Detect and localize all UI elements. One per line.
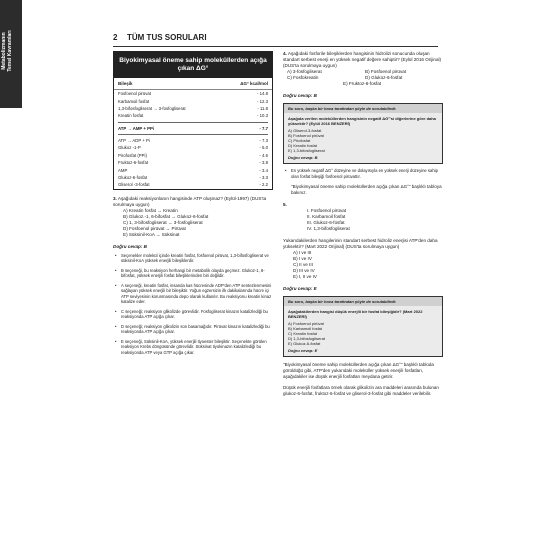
chapter-side-tab xyxy=(0,0,22,108)
chapter-side-label: Metabolizmanın Temel Kavramları xyxy=(1,30,13,72)
question-4: 4. Aşağıdaki fosforile bileşiklerden hangisinin hidrolizi sonucunda oluşan standart serbest enerji en yüksek negatif değere sahiptir? (Eylül 2016 Orijinal) (DUS'ta sorulmaya uygun) xyxy=(283,51,442,68)
energy-table-row: Glukoz -1-P - 5.0 xyxy=(118,145,268,151)
energy-table-row: Gliserol -3-fosfat - 2.2 xyxy=(118,182,268,188)
roman-item: III. Glukoz-6-fosfat xyxy=(307,220,345,225)
question-3-options xyxy=(113,208,273,238)
page-title: TÜM TUS SORULARI xyxy=(127,33,207,42)
divider xyxy=(118,122,268,123)
question-3-answer: Doğru cevap: B xyxy=(113,243,147,249)
answer-option: A) I ve III xyxy=(293,250,312,255)
question-5-text: Yukarıdakilerden hangilerinin standart serbest hidroliz enerjisi ATP'den daha yüksektir? (Mart 2022 Orijinal) (DUS'ta sorulmaya uygun) xyxy=(283,238,438,249)
inset-option: B) Fosfoenol pirüvat xyxy=(288,133,324,138)
energy-table-row: Pirofosfat (PPi) - 4.6 xyxy=(118,152,268,158)
right-column xyxy=(283,51,443,397)
question-3: 3. Aşağıdaki reaksiyonlanın hangisinde ATP oluşmaz? (Eylül-1997) (DUS'ta sorulmaya uygun) xyxy=(113,195,267,207)
energy-table-title: Biyokimyasal öneme sahip moleküllerden açığa çıkan ΔG° xyxy=(114,52,272,78)
page-header xyxy=(113,32,438,47)
left-column xyxy=(113,51,273,355)
energy-table xyxy=(113,51,273,190)
energy-table-row: AMP - 3.4 xyxy=(118,167,268,173)
table-reference-note: "Biyokimyasal öneme sahip moleküllerden açığa çıkan ΔG°" başlıklı tabloya bakınız. xyxy=(291,184,442,195)
energy-table-row: ATP → ADP + Pi - 7.3 xyxy=(118,138,268,144)
question-5-answer: Doğru cevap: E xyxy=(283,286,317,291)
inset-option: C) Pirofosfat xyxy=(288,138,311,143)
energy-table-rows-high xyxy=(114,90,272,120)
energy-table-row: Kreatin fosfat - 10.3 xyxy=(118,113,268,119)
answer-option: B) Glukoz.-1, 6-bifosfat → Glukoz-6-fosfat xyxy=(123,213,209,219)
energy-table-row: Fosfoenol pirüvat - 14.8 xyxy=(118,91,268,97)
question-4-option-row: C) Fosfokreatin D) Glukoz-6-fosfat xyxy=(287,75,403,80)
answer-option: B) I ve IV xyxy=(293,256,312,261)
page-number: 2 xyxy=(113,33,118,42)
energy-table-row: Fruktoz-6-fosfat - 3.8 xyxy=(118,160,268,166)
question-3-explanation xyxy=(113,253,273,356)
answer-option: C) II ve III xyxy=(293,262,313,267)
question-4-text: Aşağıdaki fosforile bileşiklerden hangisinin hidrolizi sonucunda oluşan standart serbest enerji en yüksek negatif değere sahiptir? (Eylül 2016 Orijinal) (DUS'ta sorulmaya uygun) xyxy=(283,51,442,68)
inset-option: A) Gliserol-3-fosfat xyxy=(288,128,322,133)
inset-option: B) Karbamoil fosfat xyxy=(288,326,323,331)
energy-table-row: 1,3-bifosfogliserat → 3-fosfogliserat - 11.8 xyxy=(118,105,268,111)
explanation-bullet: • B seçeneği, bu reaksiyon herhangi bir metabolik olayda geçmez. Glukoz-1, 6-bifosfat, yüksek enerjili fosfat bileşiklerinden biri değildir. xyxy=(113,268,273,279)
question-4-explanation: • En yüksek negatif ΔG° düzeyine ve dolayısıyla en yüksek enerji düzeyine sahip olan fosfat bileşiği fosfoenol pirüvattır. xyxy=(283,168,443,179)
answer-option: E) Süksinil-KoA → Süksinat xyxy=(123,231,180,237)
explanation-bullet: • A seçeneği, kreatin fosfat, insanda kas hücresinde ADP'den ATP sentezlenmesini sağlayan yüksek enerjili bir bileşiktir. Yoğun egzersizin ilk dakikalarında hücre içi ATP seviyesinin korunmasında depo olarak kullanılır. Bu reaksiyonu kreatin kinaz katalize eder. xyxy=(113,283,273,305)
roman-item: II. Karbamoil fosfat xyxy=(307,214,346,219)
alt-question-box: Bu soru, başka bir hoca tarafından şöyle de sorulabilirdi: Aşağıdakilerden hangisi düşük enerjili bir fosfat bileşiğidir? (Mart 2022 BENZERİ) A) Fosfoenol pirüvat B) Karbamoil fosfat C) Kreatin fosfat D) 1,3-bifosfogliserat E) Glukoz-6-fosfat Doğru cevap: E xyxy=(283,296,443,357)
explanation-bullet: • D seçeneği; reaksiyon glikolizin son basamağıdır. Pirüvat kinazın katalizlediği bu reaksiyonda ATP açığa çıkar. xyxy=(113,324,273,335)
energy-table-row: Glukoz-6-fosfat - 3.3 xyxy=(118,174,268,180)
answer-option: A) Kreatin fosfat → Kreatin xyxy=(123,207,178,213)
question-4-option-e: E) Fruktoz-6-fosfat xyxy=(343,81,382,86)
energy-table-rows-low xyxy=(114,137,272,189)
energy-table-header: Bileşik ΔG° kcal/mol xyxy=(114,78,272,90)
answer-option: D) Fosfoenol pirüvat → Pirüvat xyxy=(123,225,186,231)
inset-option: D) Kreatin fosfat xyxy=(288,143,317,148)
question-5: 5. xyxy=(283,202,287,207)
inset-option: E) 1,3-bifosfogliserat xyxy=(288,148,325,153)
question-5-items xyxy=(283,208,443,232)
roman-item: I. Fosfoenol pirüvat xyxy=(307,208,347,213)
question-3-text: Aşağıdaki reaksiyonlanın hangisinde ATP oluşmaz? (Eylül-1997) (DUS'ta sorulmaya uygun) xyxy=(113,195,267,207)
energy-table-atp-row: ATP → AMP + PPi - 7.7 xyxy=(118,125,268,131)
explanation-bullet: • Seçenekler molekül içinde kreatin fosfat, fosfoenol pirüvat, 1,3-bifosfogliserat ve süksinil-KoA yüksek enerjili bileşiklerdir. xyxy=(113,253,273,264)
inset-option: E) Glukoz-6-fosfat xyxy=(288,341,321,346)
question-4-option-row: A) 3-fosfogliserat B) Fosfoenol pirüvat xyxy=(287,69,407,74)
question-5-explanation: Düşük enerjili fosfatlara örnek olarak glikolizin ara maddeleri arasında bulunan glukoz-6-fosfat, fruktoz-6-fosfat ve gliserol-3-fosfat gibi maddeler verilebilir. xyxy=(283,385,439,396)
divider xyxy=(118,134,268,135)
answer-option: C) 1, 3-bifosfogliserat → 3-fosfogliserat xyxy=(123,219,203,225)
inset-option: A) Fosfoenol pirüvat xyxy=(288,321,324,326)
question-5-explanation: "Biyokimyasal öneme sahip moleküllerden açığa çıkan ΔG°" başlıklı tabloda görüldüğü gibi, ATP'den yukarıdaki moleküller yüksek enerjili fosfatları, aşağıdakiler ise düşük enerjili fosfatları meydana getirir. xyxy=(283,362,434,379)
question-4-answer: Doğru cevap: B xyxy=(283,93,317,98)
explanation-bullet: • C seçeneği; reaksiyon glikolizde görevlidir. Fosfogliserat kinazın katalizlediği bu reaksiyonda ATP açığa çıkar. xyxy=(113,309,273,320)
energy-table-row: Karbamoil fosfat - 12.3 xyxy=(118,98,268,104)
answer-option: D) III ve IV xyxy=(293,268,315,273)
alt-question-box: Bu soru, başka bir hoca tarafından şöyle de sorulabilirdi: Aşağıda verilen moleküllerden hangisinin negatif ΔG°'si diğerlerine göre daha yüksektir? (Eylül 2016 BENZERİ) A) Gliserol-3-fosfat B) Fosfoenol pirüvat C) Pirofosfat D) Kreatin fosfat E) 1,3-bifosfogliserat Doğru cevap: B xyxy=(283,103,443,164)
roman-item: IV. 1,3-bifosfogliserat xyxy=(307,226,350,231)
question-5-options xyxy=(283,250,443,280)
inset-option: D) 1,3-bifosfogliserat xyxy=(288,336,325,341)
explanation-bullet: • E seçeneği, Süksinil-KoA, yüksek enerjili tiyoester bileşiktir. Seçenekte görülen reaksiyon Krebs döngüsünde görevlidir. Süksinat tiyokinazın katalizlediği bu reaksiyonda ATP veya GTP açığa çıkar. xyxy=(113,339,273,356)
inset-option: C) Kreatin fosfat xyxy=(288,331,317,336)
answer-option: E) I, II ve IV xyxy=(293,274,317,279)
